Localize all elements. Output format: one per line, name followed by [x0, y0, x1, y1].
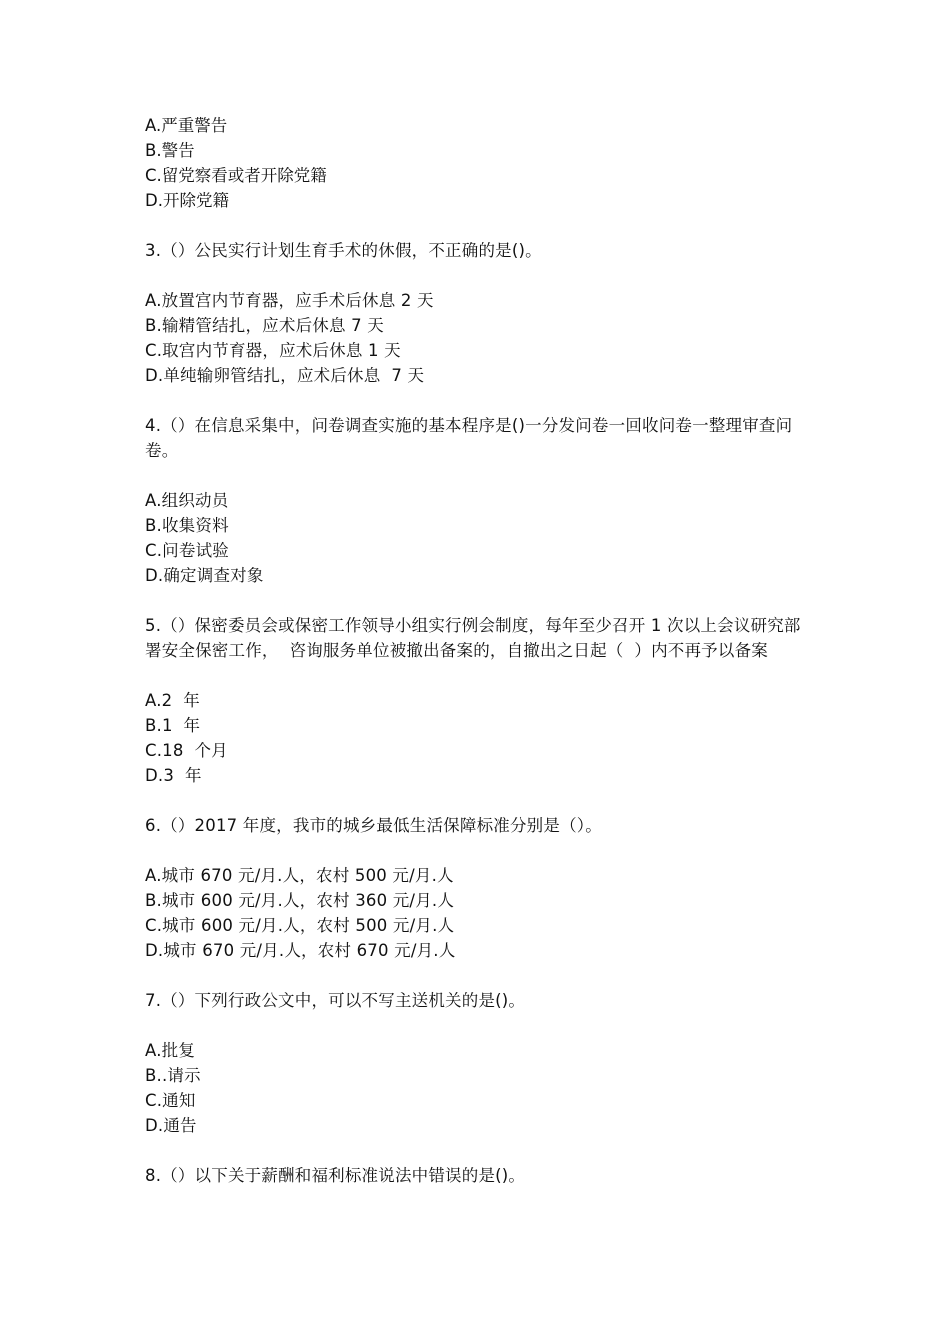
- option-b: B.1 年: [145, 716, 201, 735]
- option-b: B.输精管结扎，应术后休息 7 天: [145, 316, 384, 335]
- question-2-options: [145, 113, 810, 213]
- question-stem: 6.（）2017 年度，我市的城乡最低生活保障标准分别是（）。: [145, 816, 602, 835]
- question-stem: 3.（）公民实行计划生育手术的休假，不正确的是()。: [145, 241, 542, 260]
- option-c: C.留党察看或者开除党籍: [145, 166, 327, 185]
- option-d: D.确定调查对象: [145, 566, 264, 585]
- question-8: [145, 1163, 810, 1188]
- option-c: C.通知: [145, 1091, 196, 1110]
- question-4: [145, 413, 810, 588]
- question-stem: 5.（）保密委员会或保密工作领导小组实行例会制度，每年至少召开 1 次以上会议研究部署安全保密工作， 咨询服务单位被撤出备案的，自撤出之日起（ ）内不再予以备案: [145, 616, 801, 660]
- question-6: [145, 813, 810, 963]
- option-d: D.开除党籍: [145, 191, 229, 210]
- option-a: A.放置宫内节育器，应手术后休息 2 天: [145, 291, 434, 310]
- option-a: A.2 年: [145, 691, 200, 710]
- option-d: D.单纯输卵管结扎，应术后休息 7 天: [145, 366, 425, 385]
- option-c: C.城市 600 元/月.人，农村 500 元/月.人: [145, 916, 455, 935]
- option-a: A.组织动员: [145, 491, 229, 510]
- option-d: D.3 年: [145, 766, 202, 785]
- option-a: A.批复: [145, 1041, 196, 1060]
- option-b: B.警告: [145, 141, 195, 160]
- question-stem: 8.（）以下关于薪酬和福利标准说法中错误的是()。: [145, 1166, 526, 1185]
- question-5: [145, 613, 810, 788]
- question-7: [145, 988, 810, 1138]
- option-b: B..请示: [145, 1066, 201, 1085]
- option-a: A.城市 670 元/月.人，农村 500 元/月.人: [145, 866, 454, 885]
- option-d: D.城市 670 元/月.人，农村 670 元/月.人: [145, 941, 456, 960]
- document-page: [145, 113, 810, 1188]
- option-c: C.18 个月: [145, 741, 228, 760]
- option-c: C.问卷试验: [145, 541, 229, 560]
- option-d: D.通告: [145, 1116, 197, 1135]
- option-b: B.收集资料: [145, 516, 229, 535]
- question-stem: 4.（）在信息采集中，问卷调查实施的基本程序是()一分发问卷一回收问卷一整理审查问卷。: [145, 416, 793, 460]
- question-3: [145, 238, 810, 388]
- option-b: B.城市 600 元/月.人，农村 360 元/月.人: [145, 891, 455, 910]
- option-a: A.严重警告: [145, 116, 228, 135]
- option-c: C.取宫内节育器，应术后休息 1 天: [145, 341, 401, 360]
- question-stem: 7.（）下列行政公文中，可以不写主送机关的是()。: [145, 991, 526, 1010]
